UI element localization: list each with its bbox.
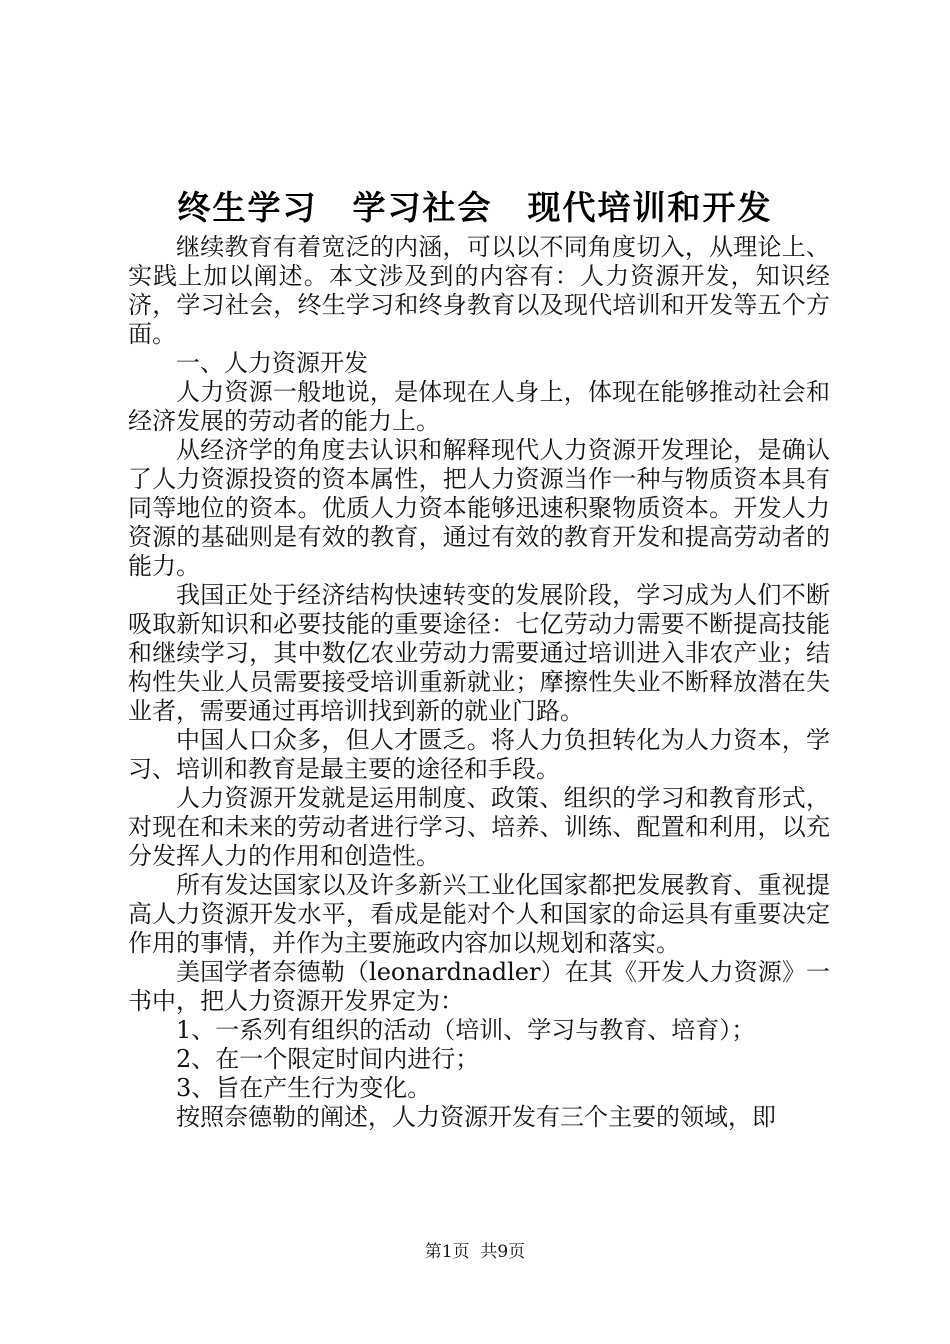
paragraph: 按照奈德勒的阐述，人力资源开发有三个主要的领域，即 (176, 1103, 776, 1131)
page-number-footer: 第1页 共9页 (424, 1242, 526, 1262)
paragraph: 从经济学的角度去认识和解释现代人力资源开发理论，是确认了人力资源投资的资本属性，把人力资源当作一种与物质资本具有同等地位的资本。优质人力资本能够迅速积聚物质资本。开发人力资源的基础则是有效的教育，通过有效的教育开发和提高劳动者的能力。 (128, 436, 830, 580)
list-item: 1、一系列有组织的活动（培训、学习与教育、培育）； (176, 1016, 756, 1044)
list-item: 3、旨在产生行为变化。 (176, 1074, 432, 1102)
section-heading: 一、人力资源开发 (176, 349, 368, 377)
document-body (128, 233, 830, 1132)
paragraph: 中国人口众多，但人才匮乏。将人力负担转化为人力资本，学习、培训和教育是最主要的途径和手段。 (128, 726, 830, 783)
paragraph: 人力资源开发就是运用制度、政策、组织的学习和教育形式，对现在和未来的劳动者进行学习、培养、训练、配置和利用，以充分发挥人力的作用和创造性。 (128, 784, 830, 870)
paragraph: 美国学者奈德勒（leonardnadler）在其《开发人力资源》一书中，把人力资源开发界定为： (128, 958, 830, 1015)
list-item: 2、在一个限定时间内进行； (176, 1045, 480, 1073)
paragraph: 人力资源一般地说，是体现在人身上，体现在能够推动社会和经济发展的劳动者的能力上。 (128, 378, 830, 435)
paragraph: 继续教育有着宽泛的内涵，可以以不同角度切入，从理论上、实践上加以阐述。本文涉及到的内容有：人力资源开发，知识经济，学习社会，终生学习和终身教育以及现代培训和开发等五个方面。 (128, 233, 830, 348)
paragraph: 所有发达国家以及许多新兴工业化国家都把发展教育、重视提高人力资源开发水平，看成是能对个人和国家的命运具有重要决定作用的事情，并作为主要施政内容加以规划和落实。 (128, 871, 830, 957)
document-title: 终生学习 学习社会 现代培训和开发 (177, 188, 773, 227)
paragraph: 我国正处于经济结构快速转变的发展阶段，学习成为人们不断吸取新知识和必要技能的重要途径：七亿劳动力需要不断提高技能和继续学习，其中数亿农业劳动力需要通过培训进入非农产业；结构性失业人员需要接受培训重新就业；摩擦性失业不断释放潜在失业者，需要通过再培训找到新的就业门路。 (128, 581, 830, 725)
